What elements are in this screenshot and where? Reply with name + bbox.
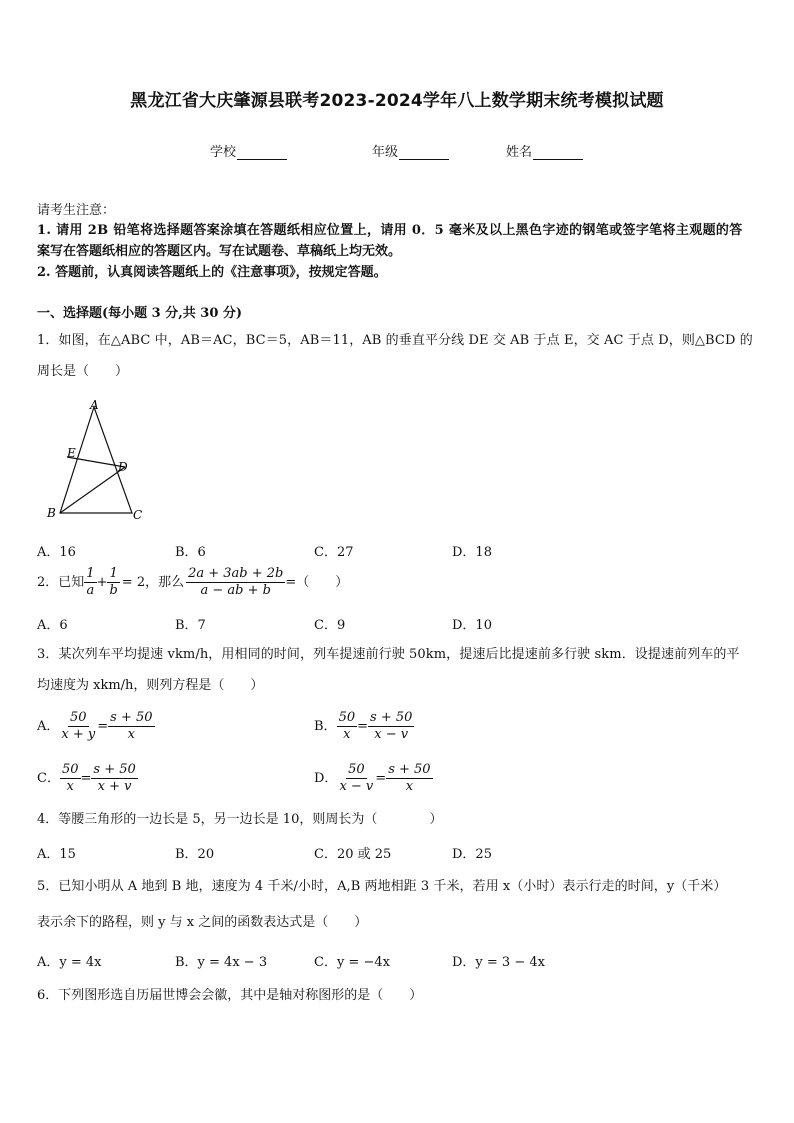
q2-plus: +	[96, 574, 108, 590]
frac-num: 1	[86, 566, 95, 581]
frac-num: s + 50	[93, 762, 136, 777]
notice-heading: 请考生注意：	[37, 203, 116, 218]
label-c: C	[133, 508, 143, 522]
frac-den: x + y	[61, 727, 96, 742]
q2-stem	[37, 566, 348, 599]
q5-line-1: 5．已知小明从 A 地到 B 地，速度为 4 千米/小时，A,B 两地相距 3 千米，若用 x（小时）表示行走的时间，y（千米）	[37, 879, 727, 894]
frac-den: x + v	[97, 779, 132, 794]
q4-option-d: D．25	[452, 847, 492, 862]
name-blank	[533, 145, 583, 160]
frac-num: 50	[338, 710, 356, 725]
q5-option-c: C．y = −4x	[314, 955, 390, 970]
notice-line-1b: 案写在答题纸相应的答题区内。写在试题卷、草稿纸上均无效。	[37, 244, 402, 259]
frac-den: a	[86, 583, 95, 598]
q5-option-b: B．y = 4x − 3	[175, 955, 268, 970]
q4-option-c: C．20 或 25	[314, 847, 392, 862]
school-label: 学校	[210, 145, 237, 160]
q5-option-a: A．y = 4x	[37, 955, 102, 970]
label-e: E	[67, 446, 76, 460]
q2-option-d: D．10	[452, 618, 492, 633]
option-label: C．	[37, 770, 60, 786]
q3-option-d	[314, 762, 433, 795]
equals-sign: =	[97, 718, 109, 734]
label-a: A	[90, 398, 99, 412]
q2-suffix: =（ ）	[285, 574, 349, 590]
notice-line-2: 2. 答题前，认真阅读答题纸上的《注意事项》，按规定答题。	[37, 265, 387, 280]
school-field	[210, 141, 287, 160]
notice-line-1a: 1. 请用 2B 铅笔将选择题答案涂填在答题纸相应位置上，请用 0．5 毫米及以上黑色字迹的钢笔或签字笔将主观题的答	[37, 223, 743, 238]
q6-stem: 6．下列图形选自历届世博会会徽，其中是轴对称图形的是（ ）	[37, 988, 423, 1003]
rhs-fraction	[91, 762, 137, 795]
frac-num: 50	[61, 762, 79, 777]
equals-sign: =	[357, 718, 369, 734]
q3-option-a	[37, 710, 155, 743]
lhs-fraction	[60, 762, 81, 795]
line-bd	[60, 467, 125, 513]
q1-triangle-figure	[40, 395, 150, 525]
q1-option-a: A．16	[37, 545, 76, 560]
frac-num: s + 50	[110, 710, 153, 725]
rhs-fraction	[368, 710, 414, 743]
rhs-fraction	[108, 710, 154, 743]
label-b: B	[47, 506, 56, 520]
equals-sign: =	[375, 770, 387, 786]
q2-fraction-1	[84, 566, 96, 599]
q3-option-b	[314, 710, 414, 743]
q3-line-2: 均速度为 xkm/h，则列方程是（ ）	[37, 678, 264, 693]
frac-den: x	[66, 779, 74, 794]
q2-option-a: A．6	[37, 618, 68, 633]
q1-line-1: 1．如图，在△ABC 中，AB＝AC，BC＝5，AB＝11，AB 的垂直平分线 DE 交 AB 于点 E，交 AC 于点 D，则△BCD 的	[37, 333, 753, 348]
q4-option-a: A．15	[37, 847, 76, 862]
frac-num: 2a + 3ab + 2b	[188, 566, 284, 581]
q5-line-2: 表示余下的路程，则 y 与 x 之间的函数表达式是（ ）	[37, 915, 368, 930]
q4-stem: 4．等腰三角形的一边长是 5，另一边长是 10，则周长为（ ）	[37, 812, 443, 827]
frac-den: x	[127, 727, 135, 742]
label-d: D	[118, 460, 128, 474]
frac-den: x − v	[374, 727, 409, 742]
q2-prefix: 2．已知	[37, 574, 85, 590]
name-field	[506, 141, 583, 160]
frac-num: 1	[109, 566, 118, 581]
grade-blank	[399, 145, 449, 160]
lhs-fraction	[337, 762, 375, 795]
lhs-fraction	[337, 710, 358, 743]
grade-label: 年级	[372, 145, 399, 160]
option-label: B．	[314, 718, 337, 734]
q1-option-b: B．6	[175, 545, 206, 560]
frac-num: s + 50	[388, 762, 431, 777]
q2-fraction-2	[107, 566, 119, 599]
frac-den: a − ab + b	[200, 583, 271, 598]
frac-num: s + 50	[370, 710, 413, 725]
q3-option-c	[37, 762, 138, 795]
q4-option-b: B．20	[175, 847, 215, 862]
q2-fraction-3	[186, 566, 285, 599]
name-label: 姓名	[506, 145, 533, 160]
q1-line-2: 周长是（ ）	[37, 364, 129, 379]
section-heading: 一、选择题(每小题 3 分,共 30 分)	[37, 306, 243, 321]
frac-den: b	[109, 583, 118, 598]
option-label: A．	[37, 718, 60, 734]
q2-eq: = 2，那么	[121, 574, 185, 590]
frac-num: 50	[70, 710, 87, 725]
school-blank	[237, 145, 287, 160]
rhs-fraction	[386, 762, 432, 795]
q1-option-d: D．18	[452, 545, 492, 560]
grade-field	[372, 141, 449, 160]
frac-den: x − v	[339, 779, 374, 794]
equals-sign: =	[80, 770, 92, 786]
q5-option-d: D．y = 3 − 4x	[452, 955, 545, 970]
q3-line-1: 3．某次列车平均提速 vkm/h，用相同的时间，列车提速前行驶 50km，提速后比提速前多行驶 skm．设提速前列车的平	[37, 647, 740, 662]
option-label: D．	[314, 770, 338, 786]
q2-option-b: B．7	[175, 618, 206, 633]
page-title: 黑龙江省大庆肇源县联考2023-2024学年八上数学期末统考模拟试题	[130, 91, 664, 111]
q2-option-c: C．9	[314, 618, 346, 633]
frac-den: x	[405, 779, 414, 794]
frac-den: x	[343, 727, 351, 742]
frac-num: 50	[348, 762, 365, 777]
q1-option-c: C．27	[314, 545, 354, 560]
lhs-fraction	[59, 710, 97, 743]
